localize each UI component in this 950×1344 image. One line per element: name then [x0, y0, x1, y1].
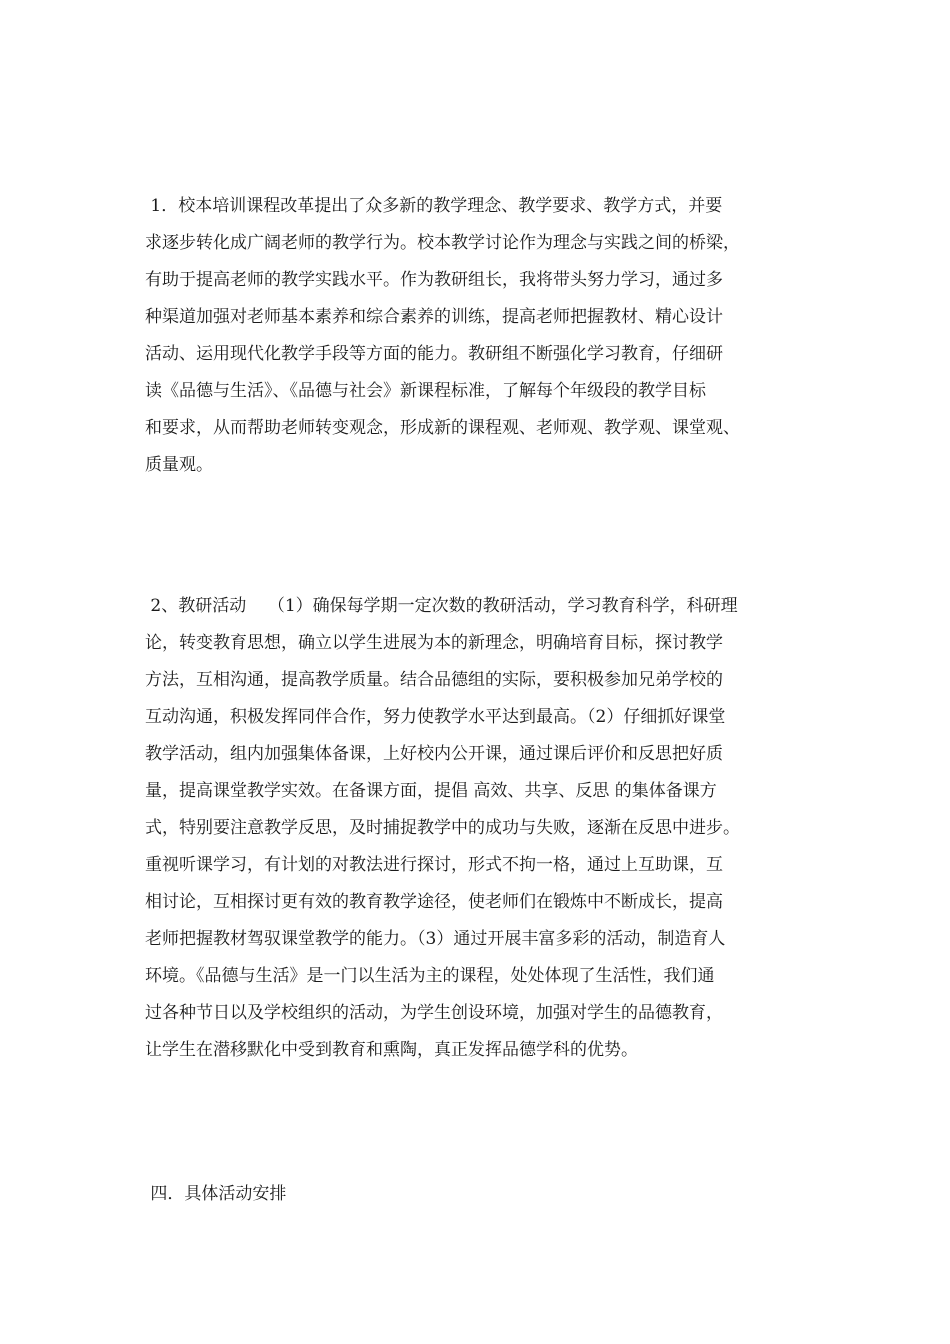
text-line: 老师把握教材驾驭课堂教学的能力。（3）通过开展丰富多彩的活动，制造育人 [145, 929, 726, 949]
text-line: 量，提高课堂教学实效。在备课方面，提倡 高效、共享、反思 的集体备课方 [145, 781, 717, 801]
text-line: 环境。《品德与生活》是一门以生活为主的课程，处处体现了生活性，我们通 [145, 966, 715, 986]
text-line: 过各种节日以及学校组织的活动，为学生创设环境，加强对学生的品德教育， [145, 1003, 723, 1023]
text-line: 求逐步转化成广阔老师的教学行为。校本教学讨论作为理念与实践之间的桥梁， [145, 233, 740, 253]
text-line: 1．校本培训课程改革提出了众多新的教学理念、教学要求、教学方式，并要 [145, 196, 723, 216]
text-line: 重视听课学习，有计划的对教法进行探讨，形式不拘一格，通过上互助课，互 [145, 855, 723, 875]
text-line: 方法，互相沟通，提高教学质量。结合品德组的实际，要积极参加兄弟学校的 [145, 670, 723, 690]
text-line: 和要求，从而帮助老师转变观念，形成新的课程观、老师观、教学观、课堂观、 [145, 418, 740, 438]
text-line: 让学生在潜移默化中受到教育和熏陶，真正发挥品德学科的优势。 [145, 1040, 638, 1060]
text-line: 论，转变教育思想，确立以学生进展为本的新理念，明确培育目标，探讨教学 [145, 633, 723, 653]
text-line: 种渠道加强对老师基本素养和综合素养的训练，提高老师把握教材、精心设计 [145, 307, 723, 327]
text-line: 式，特别要注意教学反思，及时捕捉教学中的成功与失败，逐渐在反思中进步。 [145, 818, 740, 838]
text-line: 2、教研活动 （1）确保每学期一定次数的教研活动，学习教育科学，科研理 [145, 596, 738, 616]
text-line: 教学活动，组内加强集体备课，上好校内公开课，通过课后评价和反思把好质 [145, 744, 723, 764]
text-line: 读《品德与生活》、《品德与社会》新课程标准，了解每个年级段的教学目标 [145, 381, 706, 401]
text-line: 质量观。 [145, 455, 213, 475]
text-line: 有助于提高老师的教学实践水平。作为教研组长，我将带头努力学习，通过多 [145, 270, 723, 290]
text-line: 互动沟通，积极发挥同伴合作，努力使教学水平达到最高。（2）仔细抓好课堂 [145, 707, 726, 727]
section-heading: 四．具体活动安排 [145, 1184, 287, 1204]
text-line: 活动、运用现代化教学手段等方面的能力。教研组不断强化学习教育，仔细研 [145, 344, 723, 364]
text-line: 相讨论，互相探讨更有效的教育教学途径，使老师们在锻炼中不断成长，提高 [145, 892, 723, 912]
